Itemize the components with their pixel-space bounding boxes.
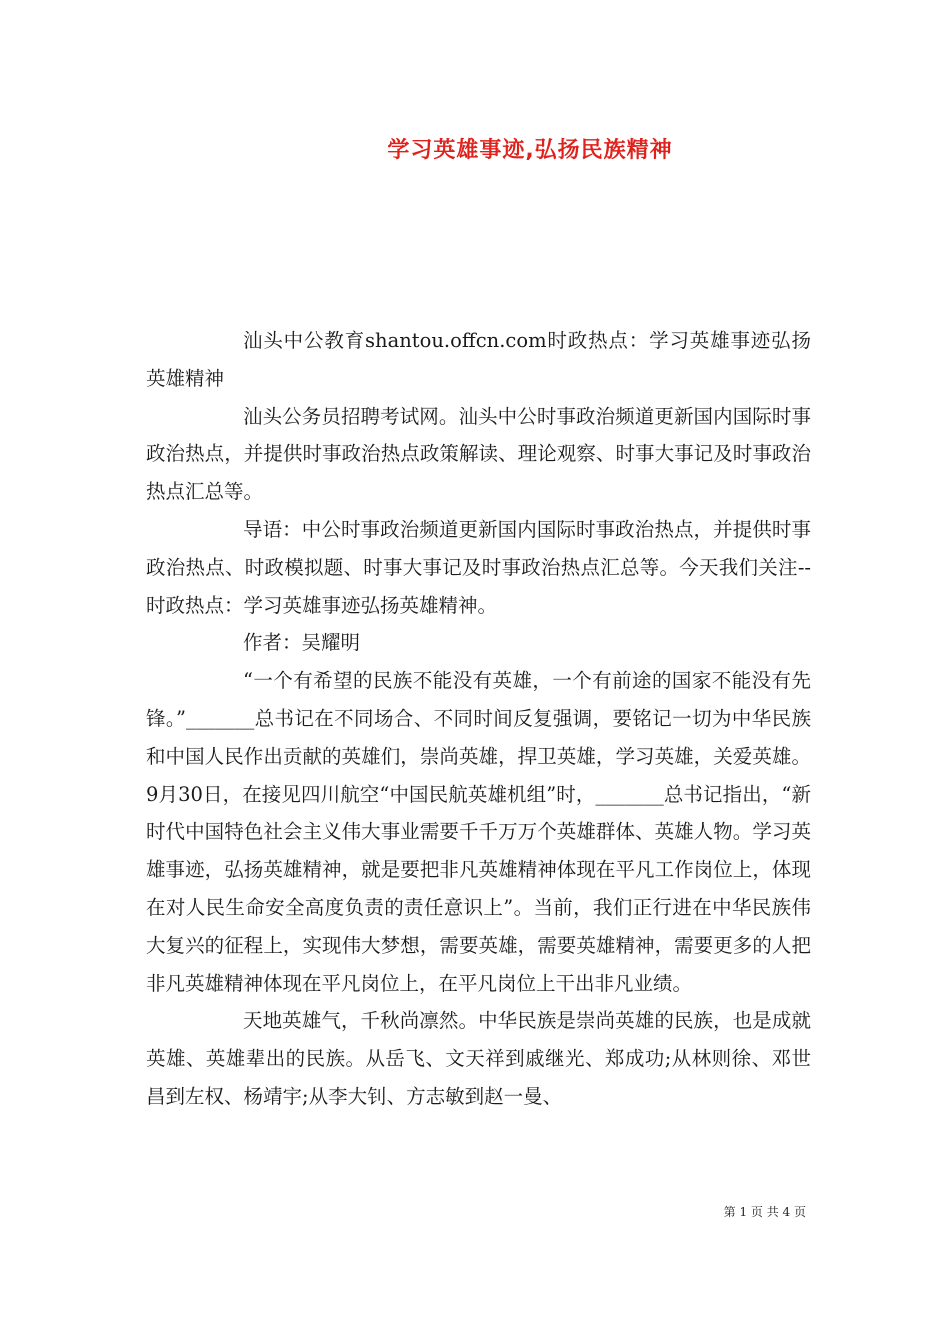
document-body bbox=[146, 322, 811, 1116]
paragraph-source: 汕头中公教育shantou.offcn.com时政热点：学习英雄事迹弘扬英雄精神 bbox=[146, 329, 811, 390]
paragraph-author: 作者：吴耀明 bbox=[243, 631, 361, 655]
paragraph-intro: 汕头公务员招聘考试网。汕头中公时事政治频道更新国内国际时事政治热点，并提供时事政治热点政策解读、理论观察、时事大事记及时事政治热点汇总等。 bbox=[146, 404, 811, 504]
document-title: 学习英雄事迹,弘扬民族精神 bbox=[387, 138, 673, 163]
paragraph-heroes: 天地英雄气，千秋尚凛然。中华民族是崇尚英雄的民族，也是成就英雄、英雄辈出的民族。从岳飞、文天祥到戚继光、郑成功;从林则徐、邓世昌到左权、杨靖宇;从李大钊、方志敏到赵一曼、 bbox=[146, 1009, 811, 1108]
page-number: 第 1 页 共 4 页 bbox=[723, 1205, 806, 1219]
paragraph-lead: 导语：中公时事政治频道更新国内国际时事政治热点，并提供时事政治热点、时政模拟题、时事大事记及时事政治热点汇总等。今天我们关注--时政热点：学习英雄事迹弘扬英雄精神。 bbox=[146, 517, 811, 617]
paragraph-main: “一个有希望的民族不能没有英雄，一个有前途的国家不能没有先锋。”_______总书记在不同场合、不同时间反复强调，要铭记一切为中华民族和中国人民作出贡献的英雄们，崇尚英雄，捍卫英雄，学习英雄，关爱英雄。9月30日，在接见四川航空“中国民航英雄机组”时，_______总书记指出，“新时代中国特色社会主义伟大事业需要千千万万个英雄群体、英雄人物。学习英雄事迹，弘扬英雄精神，就是要把非凡英雄精神体现在平凡工作岗位上，体现在对人民生命安全高度负责的责任意识上”。当前，我们正行进在中华民族伟大复兴的征程上，实现伟大梦想，需要英雄，需要英雄精神，需要更多的人把非凡英雄精神体现在平凡岗位上，在平凡岗位上干出非凡业绩。 bbox=[146, 669, 811, 995]
